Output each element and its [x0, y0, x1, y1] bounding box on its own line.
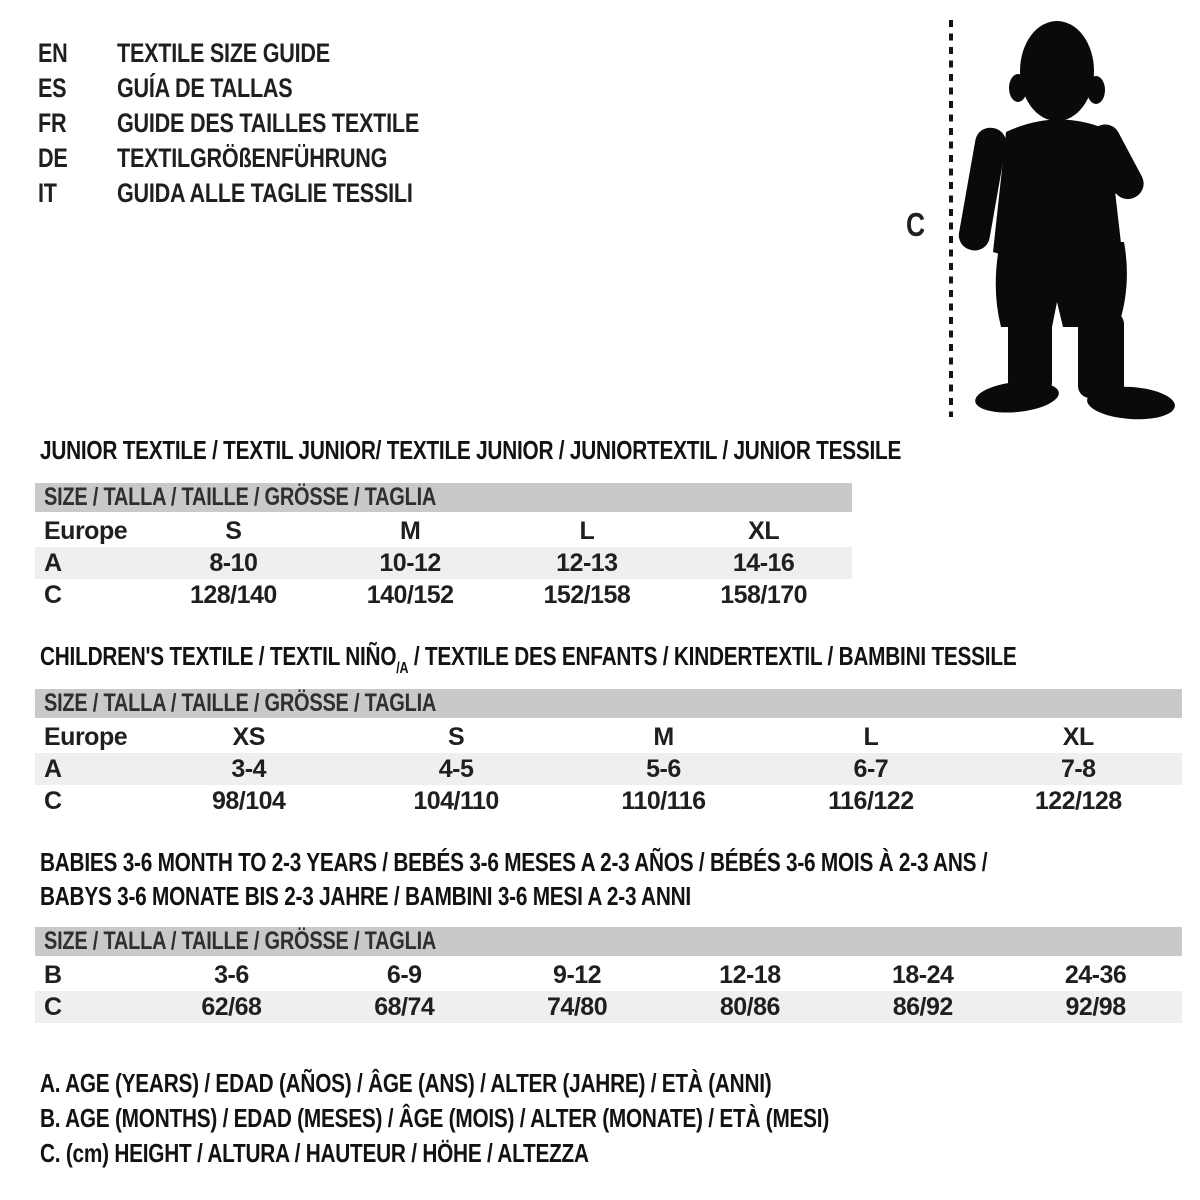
- row-label-cell: C: [44, 580, 62, 609]
- toddler-silhouette-figure: [905, 14, 1195, 424]
- size-cell: 7-8: [975, 753, 1182, 785]
- language-code: ES: [38, 73, 67, 103]
- children-section-title: CHILDREN'S TEXTILE / TEXTIL $NIÑO_{/A}$ / TEXTILE DES ENFANTS / KINDERTEXTIL / BAMBINI TESSILE: [40, 641, 1017, 678]
- legend-line-c: C. (cm) HEIGHT / ALTURA / HAUTEUR / HÖHE / ALTEZZA: [40, 1138, 589, 1168]
- size-cell: 152/158: [543, 580, 631, 609]
- language-row-it: [38, 176, 495, 211]
- size-cell: S: [447, 722, 465, 751]
- size-cell: 98/104: [211, 786, 286, 815]
- language-row-fr: [38, 106, 495, 141]
- table-row: [35, 514, 852, 548]
- size-header-bar: SIZE / TALLA / TAILLE / GRÖSSE / TAGLIA: [35, 927, 1182, 958]
- babies-section-title: BABIES 3-6 MONTH TO 2-3 YEARS / BEBÉS 3-6 MESES A 2-3 AÑOS / BÉBÉS 3-6 MOIS À 2-3 ANS / BABYS 3-6 MONATE BIS 2-3 JAHRE / BAMBINI 3-6 MESI A 2-3 ANNI: [40, 847, 988, 911]
- junior-size-table: [35, 483, 852, 611]
- language-label: GUIDA ALLE TAGLIE TESSILI: [117, 178, 413, 208]
- language-code: DE: [38, 143, 68, 173]
- size-cell: 10-12: [322, 547, 499, 579]
- size-cell: M: [399, 516, 421, 545]
- size-cell: 110/116: [621, 786, 706, 815]
- row-label-cell: C: [35, 991, 145, 1023]
- size-cell: 12-13: [499, 547, 676, 579]
- size-cell: 62/68: [145, 991, 318, 1023]
- legend-line-a: A. AGE (YEARS) / EDAD (AÑOS) / ÂGE (ANS) / ALTER (JAHRE) / ETÀ (ANNI): [40, 1068, 772, 1098]
- language-row-es: [38, 71, 495, 106]
- table-row: [35, 785, 1182, 817]
- babies-size-table: [35, 927, 1182, 1023]
- table-row: [35, 579, 852, 611]
- size-cell: 104/110: [413, 786, 499, 815]
- language-row-en: [38, 36, 495, 71]
- size-cell: 68/74: [318, 991, 491, 1023]
- size-cell: 6-7: [767, 753, 974, 785]
- table-row: [35, 958, 1182, 992]
- size-cell: XL: [748, 516, 780, 545]
- size-cell: 24-36: [1064, 960, 1127, 989]
- table-row: [35, 753, 1182, 785]
- size-cell: 86/92: [836, 991, 1009, 1023]
- size-cell: 80/86: [663, 991, 836, 1023]
- row-label-cell: A: [35, 753, 145, 785]
- size-cell: 14-16: [675, 547, 852, 579]
- language-row-de: [38, 141, 495, 176]
- table-row: [35, 689, 1182, 720]
- size-cell: 3-4: [145, 753, 352, 785]
- table-row: [35, 927, 1182, 958]
- size-cell: 92/98: [1009, 991, 1182, 1023]
- size-header-bar: SIZE / TALLA / TAILLE / GRÖSSE / TAGLIA: [35, 689, 1182, 720]
- language-code: IT: [38, 178, 57, 208]
- language-label: GUIDE DES TAILLES TEXTILE: [117, 108, 420, 138]
- size-cell: 140/152: [366, 580, 454, 609]
- size-cell: L: [579, 516, 595, 545]
- table-row: [35, 720, 1182, 754]
- size-cell: 3-6: [214, 960, 249, 989]
- language-code: EN: [38, 38, 68, 68]
- size-cell: 8-10: [145, 547, 322, 579]
- legend-line-b: B. AGE (MONTHS) / EDAD (MESES) / ÂGE (MOIS) / ALTER (MONATE) / ETÀ (MESI): [40, 1103, 830, 1133]
- size-header-bar: SIZE / TALLA / TAILLE / GRÖSSE / TAGLIA: [35, 483, 852, 514]
- size-cell: 9-12: [553, 960, 602, 989]
- size-cell: 74/80: [491, 991, 664, 1023]
- size-cell: L: [863, 722, 879, 751]
- size-cell: 158/170: [720, 580, 808, 609]
- language-label: TEXTILGRÖßENFÜHRUNG: [117, 143, 388, 173]
- language-label: GUÍA DE TALLAS: [117, 73, 293, 103]
- row-label-cell: C: [44, 786, 62, 815]
- size-cell: 12-18: [719, 960, 781, 989]
- size-cell: 5-6: [560, 753, 767, 785]
- size-cell: XS: [232, 722, 265, 751]
- size-cell: 116/122: [828, 786, 914, 815]
- size-cell: 122/128: [1034, 786, 1122, 815]
- toddler-silhouette: [956, 21, 1176, 422]
- size-cell: S: [225, 516, 242, 545]
- size-cell: XL: [1062, 722, 1094, 751]
- junior-section-title: JUNIOR TEXTILE / TEXTIL JUNIOR/ TEXTILE JUNIOR / JUNIORTEXTIL / JUNIOR TESSILE: [40, 435, 902, 465]
- nino-a-subscript: /A: [396, 660, 409, 678]
- size-cell: M: [653, 722, 674, 751]
- table-row: [35, 483, 852, 514]
- size-cell: 128/140: [189, 580, 277, 609]
- table-row: [35, 547, 852, 579]
- size-cell: 6-9: [386, 960, 422, 989]
- size-cell: 18-24: [892, 960, 954, 989]
- size-cell: 4-5: [352, 753, 559, 785]
- height-measure-label: C: [906, 206, 925, 243]
- children-size-table: [35, 689, 1182, 817]
- table-row: [35, 991, 1182, 1023]
- language-label: TEXTILE SIZE GUIDE: [117, 38, 330, 68]
- row-label-cell: A: [35, 547, 145, 579]
- language-code: FR: [38, 108, 67, 138]
- language-list: [38, 36, 495, 211]
- legend: [40, 1068, 1026, 1173]
- row-label-cell: Europe: [44, 516, 128, 545]
- row-label-cell: Europe: [44, 722, 128, 751]
- row-label-cell: B: [44, 960, 62, 989]
